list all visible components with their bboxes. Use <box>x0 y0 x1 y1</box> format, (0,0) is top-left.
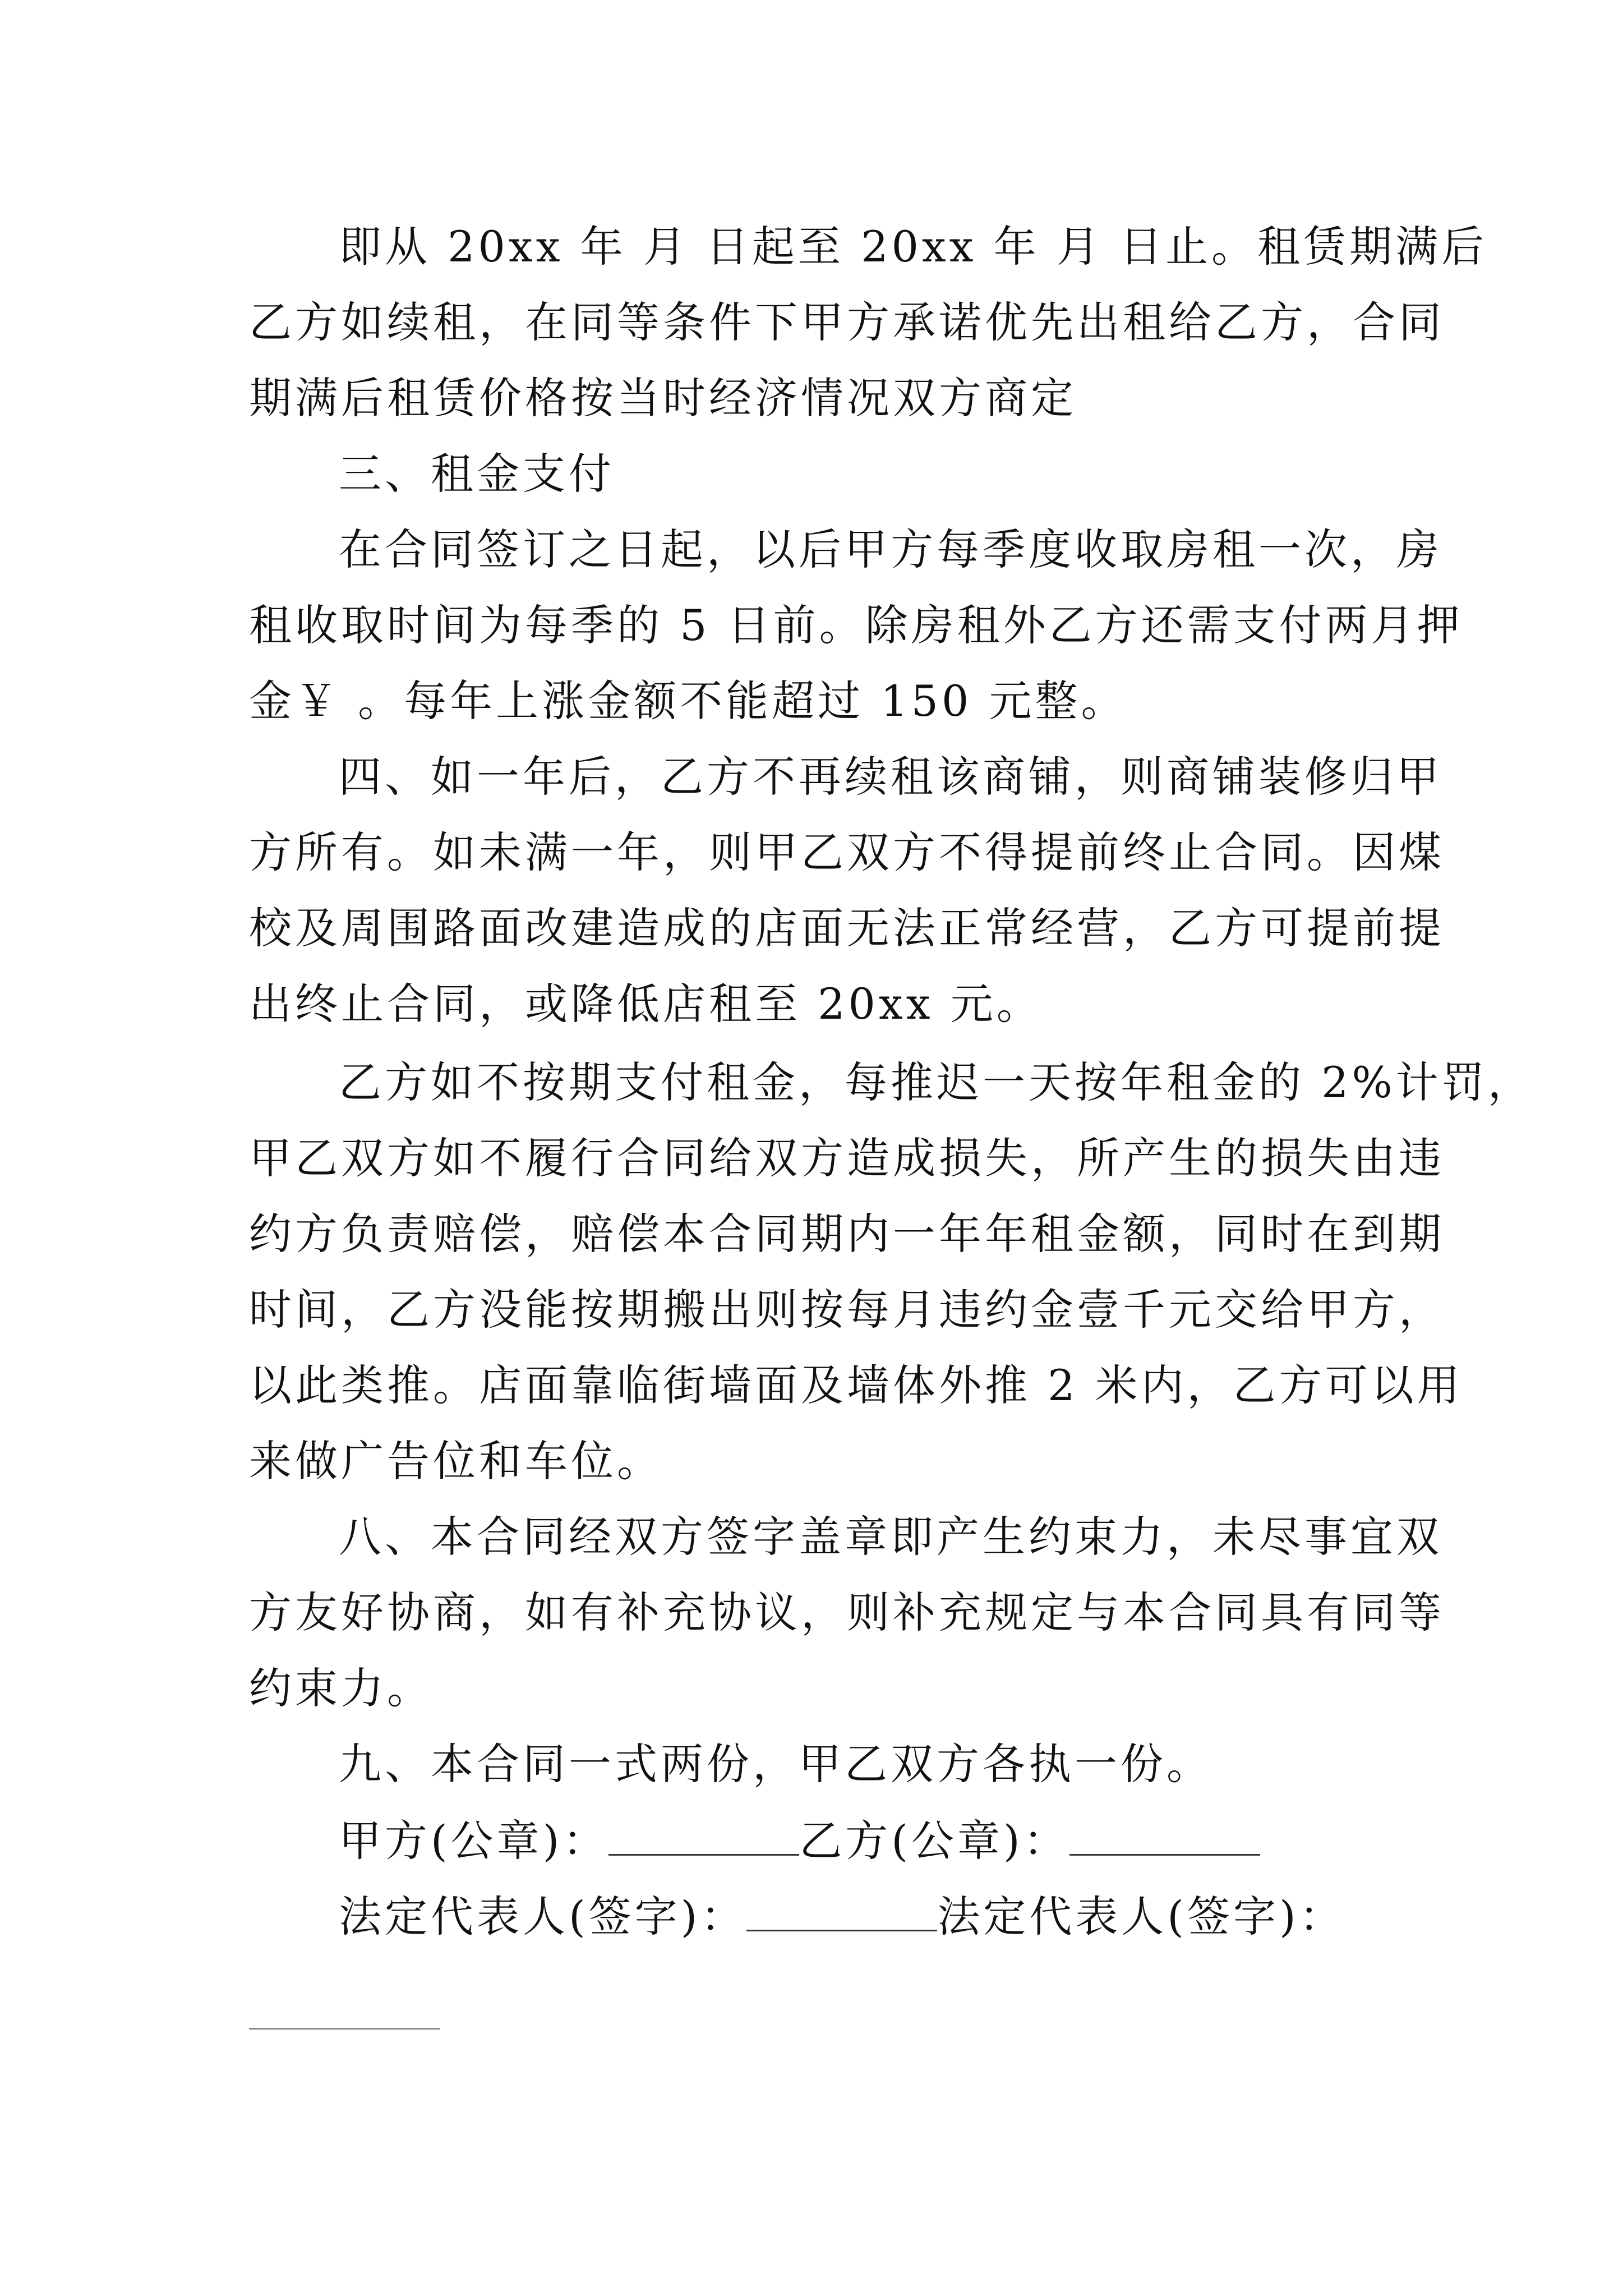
party-b-seal-label: 乙方(公章)： <box>799 1816 1069 1866</box>
party-b-seal-blank[interactable] <box>1069 1815 1260 1856</box>
text-line: 在合同签订之日起，以后甲方每季度收取房租一次，房 <box>339 524 1442 574</box>
text-line: 金￥ 。每年上涨金额不能超过 150 元整。 <box>249 676 1127 726</box>
text-line: 即从 20xx 年 月 日起至 20xx 年 月 日止。租赁期满后 <box>339 222 1488 272</box>
text-line: 期满后租赁价格按当时经济情况双方商定 <box>249 373 1077 423</box>
party-a-rep-label: 法定代表人(签字)： <box>339 1892 747 1941</box>
text-line: 乙方如续租，在同等条件下甲方承诺优先出租给乙方，合同 <box>249 297 1445 347</box>
party-a-rep-blank[interactable] <box>746 1890 937 1931</box>
signature-row-representative <box>339 1890 1345 1942</box>
text-line: 约方负责赔偿，赔偿本合同期内一年年租金额，同时在到期 <box>249 1209 1445 1259</box>
section-heading: 三、租金支付 <box>339 449 615 499</box>
text-line: 约束力。 <box>249 1663 433 1713</box>
text-line: 时间，乙方没能按期搬出则按每月违约金壹千元交给甲方， <box>249 1285 1445 1335</box>
party-a-seal-label: 甲方(公章)： <box>339 1816 609 1866</box>
text-line: 四、如一年后，乙方不再续租该商铺，则商铺装修归甲 <box>339 752 1442 802</box>
text-line: 以此类推。店面靠临街墙面及墙体外推 2 米内，乙方可以用 <box>249 1360 1463 1410</box>
party-a-seal-blank[interactable] <box>608 1815 799 1856</box>
text-line: 八、本合同经双方签字盖章即产生约束力，未尽事宜双 <box>339 1512 1442 1562</box>
signature-row-seal <box>339 1815 1260 1866</box>
text-line: 校及周围路面改建造成的店面无法正常经营，乙方可提前提 <box>249 903 1445 953</box>
text-line: 甲乙双方如不履行合同给双方造成损失，所产生的损失由违 <box>249 1133 1445 1183</box>
text-line: 出终止合同，或降低店租至 20xx 元。 <box>249 979 1043 1029</box>
text-line: 乙方如不按期支付租金，每推迟一天按年租金的 2%计罚， <box>339 1057 1534 1107</box>
text-line: 九、本合同一式两份，甲乙双方各执一份。 <box>339 1739 1212 1789</box>
party-b-rep-label: 法定代表人(签字)： <box>937 1892 1345 1941</box>
footnote-divider <box>249 2028 440 2030</box>
text-line: 租收取时间为每季的 5 日前。除房租外乙方还需支付两月押 <box>249 600 1463 650</box>
text-line: 方友好协商，如有补充协议，则补充规定与本合同具有同等 <box>249 1588 1445 1637</box>
text-line: 来做广告位和车位。 <box>249 1436 663 1486</box>
text-line: 方所有。如未满一年，则甲乙双方不得提前终止合同。因煤 <box>249 827 1445 877</box>
